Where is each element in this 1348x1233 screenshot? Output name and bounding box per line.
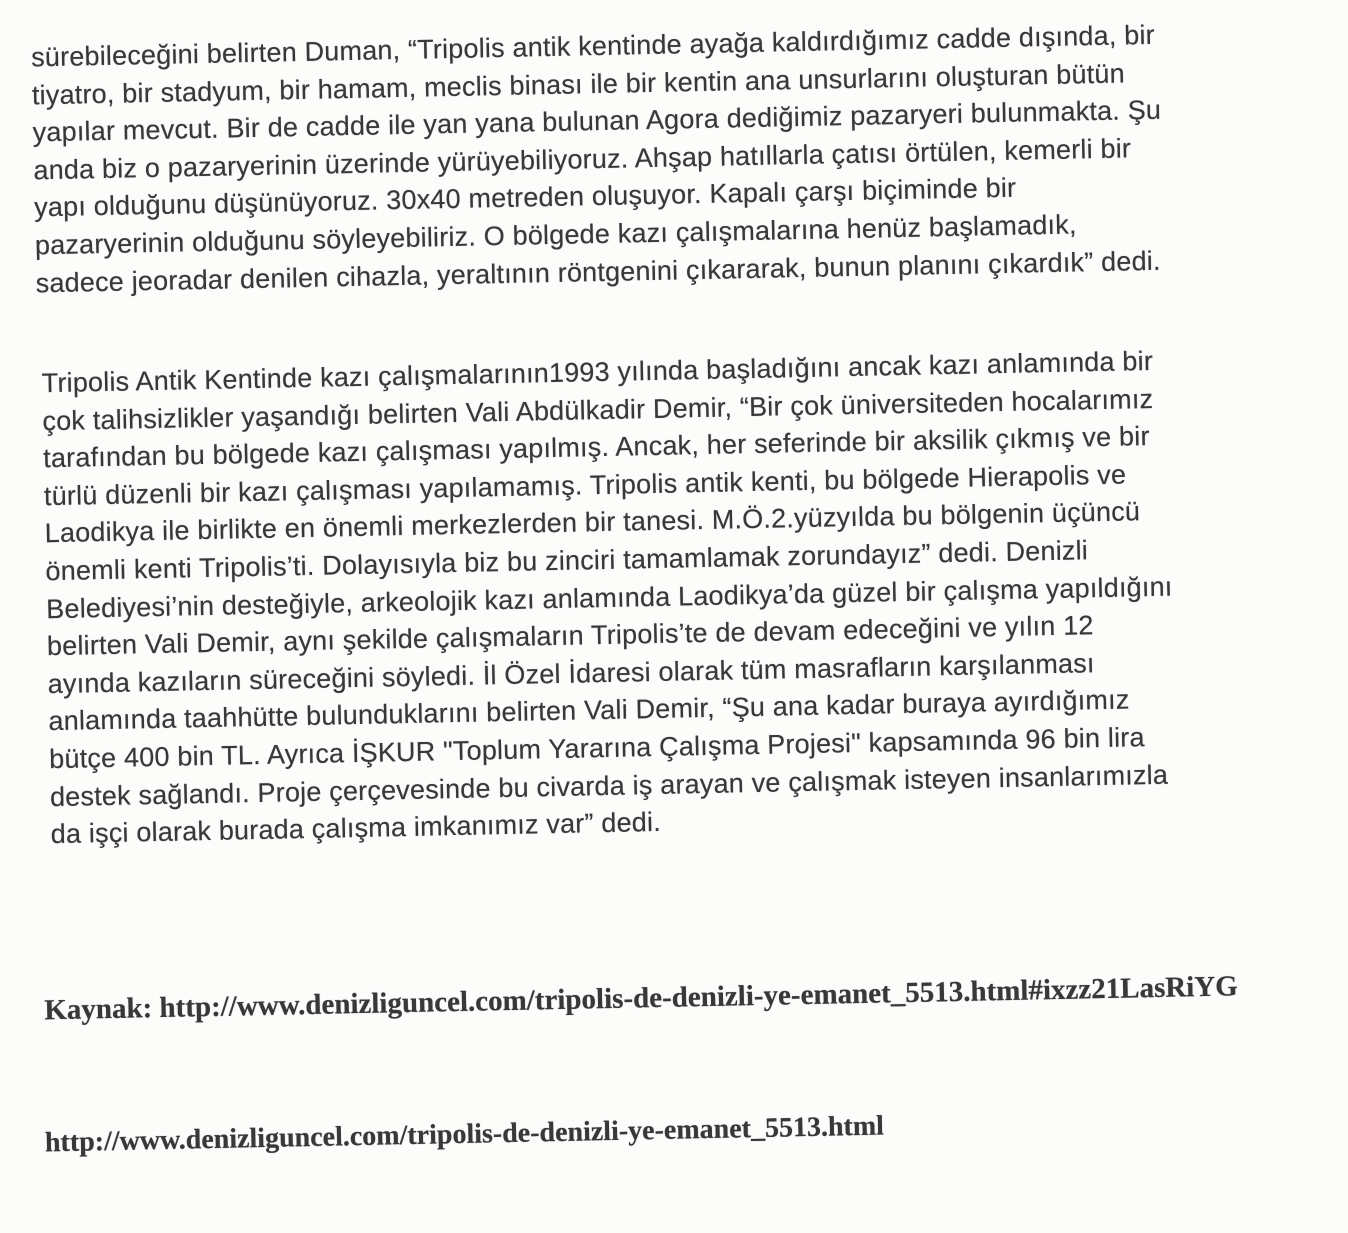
text-line: tiyatro, bir stadyum, bir hamam, meclis binası ile bir kentin ana unsurlarını oluşturan bütün [31, 58, 1126, 110]
text-line: sürebileceğini belirten Duman, “Tripolis antik kentinde ayağa kaldırdığımız cadde dışında, bir [30, 19, 1156, 73]
article-paragraph-2 [41, 343, 1177, 854]
article-paragraph-1 [31, 17, 1165, 303]
text-line: tarafından bu bölgede kazı çalışması yapılmış. Ancak, her seferinde bir aksilik çıkmış ve bir [42, 421, 1150, 474]
text-line: Belediyesi’nin desteğiyle, arkeolojik kazı anlamında Laodikya’da güzel bir çalışma yapıldığını [45, 571, 1173, 624]
text-line: ayında kazıların süreceğini söyledi. İl Özel İdaresi olarak tüm masrafların karşılanması [47, 647, 1095, 699]
text-line: yapı olduğunu düşünüyoruz. 30x40 metreden oluşuyor. Kapalı çarşı biçiminde bir [33, 173, 1017, 223]
text-line: çok talihsizlikler yaşandığı belirten Vali Abdülkadir Demir, “Bir çok üniversiteden hocalarımız [42, 383, 1154, 436]
text-line: anda biz o pazaryerinin üzerinde yürüyebiliyoruz. Ahşap hatıllarla çatısı örtülen, kemerli bir [33, 133, 1132, 186]
text-line: türlü düzenli bir kazı çalışması yapılamamış. Tripolis antik kenti, bu bölgede Hierapolis ve [43, 459, 1127, 511]
text-line: Tripolis Antik Kentinde kazı çalışmalarının1993 yılında başladığını ancak kazı anlamında bir [41, 345, 1154, 399]
text-line: da işçi olarak burada çalışma imkanımız var” dedi. [50, 807, 662, 850]
text-line: pazaryerinin olduğunu söyleyebiliriz. O bölgede kazı çalışmalarına henüz başlamadık, [34, 209, 1077, 261]
page-url-line: http://www.denizliguncel.com/tripolis-de-denizli-ye-emanet_5513.html [44, 1110, 885, 1159]
source-reference-line: Kaynak: http://www.denizliguncel.com/tripolis-de-denizli-ye-emanet_5513.html#ixzz21LasRiYG [43, 970, 1239, 1027]
text-line: önemli kenti Tripolis’ti. Dolayısıyla biz bu zinciri tamamlamak zorundayız” dedi. Denizli [45, 535, 1089, 587]
text-line: belirten Vali Demir, aynı şekilde çalışmaların Tripolis’te de devam edeceğini ve yılın 12 [46, 610, 1094, 662]
text-line: yapılar mevcut. Bir de cadde ile yan yana bulunan Agora dediğimiz pazaryeri bulunmakta. Şu [32, 94, 1162, 148]
text-line: Laodikya ile birlikte en önemli merkezlerden bir tanesi. M.Ö.2.yüzyılda bu bölgenin üçüncü [44, 496, 1141, 549]
text-line: destek sağlandı. Proje çerçevesinde bu civarda iş arayan ve çalışmak isteyen insanlarımızla [49, 759, 1169, 812]
text-line: bütçe 400 bin TL. Ayrıca İŞKUR "Toplum Yararına Çalışma Projesi" kapsamında 96 bin lira [48, 722, 1145, 775]
text-line: sadece jeoradar denilen cihazla, yeraltının röntgenini çıkararak, bunun planını çıkardık” dedi. [35, 245, 1161, 298]
text-line: anlamında taahhütte bulunduklarını belirten Vali Demir, “Şu ana kadar buraya ayırdığımız [48, 684, 1130, 737]
